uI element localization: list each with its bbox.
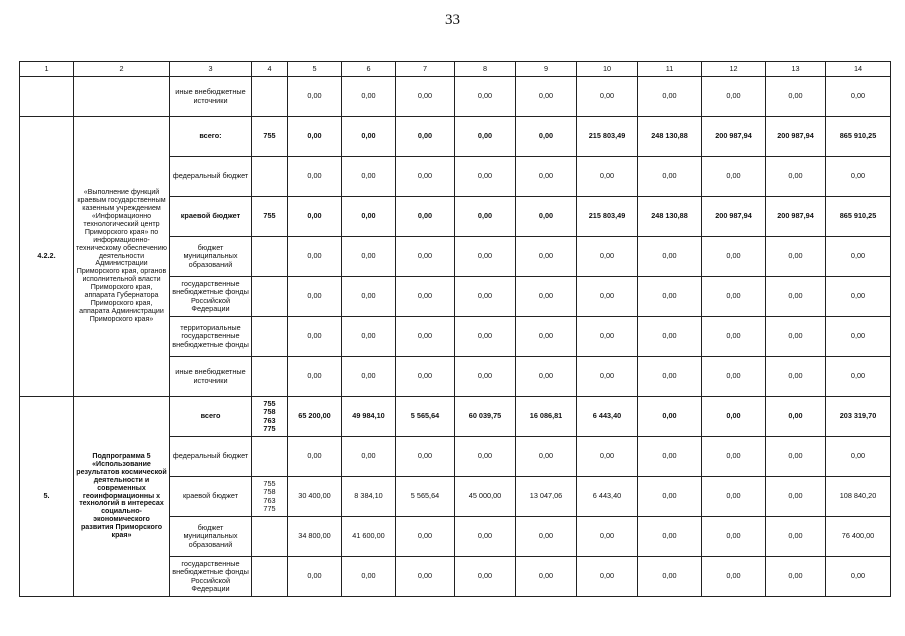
value-cell: 0,00 [516,157,577,197]
code-line: 775 [263,423,276,433]
value-cell: 0,00 [638,397,702,437]
item-name-cell: «Выполнение функций краевым государственным казенным учреждением «Информационно технологический центр Приморского края» по информационно-техническому обеспечению деятельности Администрации Приморского края, органов исполнительной власти Приморского края, аппарата Губернатора Приморского края, аппарата Администрации Приморского края» [74,117,170,397]
value-cell: 0,00 [577,277,638,317]
value-cell: 0,00 [455,437,516,477]
table-body [20,62,891,597]
value-cell: 5 565,64 [396,477,455,517]
funding-source-cell: краевой бюджет [170,197,252,237]
header-cell: 11 [638,62,702,77]
code-cell [252,237,288,277]
value-cell: 0,00 [577,157,638,197]
empty-cell [74,77,170,117]
value-cell: 0,00 [396,77,455,117]
value-cell: 0,00 [638,157,702,197]
value-cell: 0,00 [702,357,766,397]
value-cell: 200 987,94 [766,197,826,237]
value-cell: 203 319,70 [826,397,891,437]
code-cell [252,437,288,477]
value-cell: 0,00 [766,437,826,477]
value-cell: 248 130,88 [638,197,702,237]
value-cell: 0,00 [516,317,577,357]
value-cell: 0,00 [702,477,766,517]
value-cell: 0,00 [702,77,766,117]
value-cell: 0,00 [342,197,396,237]
code-cell: 755 [252,197,288,237]
value-cell: 0,00 [638,557,702,597]
value-cell: 0,00 [342,357,396,397]
value-cell: 0,00 [342,317,396,357]
value-cell: 200 987,94 [766,117,826,157]
value-cell: 65 200,00 [288,397,342,437]
value-cell: 0,00 [766,77,826,117]
code-cell [252,357,288,397]
value-cell: 0,00 [702,277,766,317]
item-name-cell: Подпрограмма 5 «Использование результатов космической деятельности и современных геоинформационны х технологий в интересах социально-экономического развития Приморского края» [74,397,170,597]
code-line: 755 [263,399,276,409]
value-cell: 41 600,00 [342,517,396,557]
page-number: 33 [445,12,460,28]
code-cell [252,477,288,517]
value-cell: 0,00 [702,557,766,597]
header-cell: 9 [516,62,577,77]
value-cell: 0,00 [766,557,826,597]
value-cell: 0,00 [702,157,766,197]
value-cell: 0,00 [288,357,342,397]
header-cell: 5 [288,62,342,77]
code-line: 755 [263,479,276,489]
value-cell: 0,00 [455,277,516,317]
value-cell: 0,00 [702,437,766,477]
value-cell: 13 047,06 [516,477,577,517]
header-cell: 13 [766,62,826,77]
value-cell: 8 384,10 [342,477,396,517]
funding-source-cell: государственные внебюджетные фонды Российской Федерации [170,557,252,597]
value-cell: 0,00 [342,77,396,117]
value-cell: 0,00 [288,277,342,317]
value-cell: 0,00 [288,317,342,357]
value-cell: 248 130,88 [638,117,702,157]
value-cell: 108 840,20 [826,477,891,517]
code-cell [252,77,288,117]
table-row [20,397,891,437]
value-cell: 0,00 [455,77,516,117]
value-cell: 0,00 [766,317,826,357]
value-cell: 0,00 [826,317,891,357]
value-cell: 0,00 [288,237,342,277]
code-cell [252,157,288,197]
empty-cell [20,77,74,117]
value-cell: 0,00 [826,357,891,397]
value-cell: 0,00 [766,397,826,437]
value-cell: 0,00 [766,277,826,317]
value-cell: 0,00 [455,197,516,237]
value-cell: 45 000,00 [455,477,516,517]
value-cell: 0,00 [342,277,396,317]
value-cell: 0,00 [577,77,638,117]
value-cell: 0,00 [638,357,702,397]
header-cell: 14 [826,62,891,77]
value-cell: 0,00 [638,477,702,517]
value-cell: 0,00 [577,317,638,357]
value-cell: 30 400,00 [288,477,342,517]
value-cell: 0,00 [516,437,577,477]
header-cell: 3 [170,62,252,77]
value-cell: 0,00 [396,317,455,357]
value-cell: 0,00 [826,77,891,117]
value-cell: 0,00 [577,517,638,557]
code-cell [252,397,288,437]
value-cell: 0,00 [826,157,891,197]
value-cell: 0,00 [516,197,577,237]
value-cell: 6 443,40 [577,477,638,517]
funding-source-cell: федеральный бюджет [170,437,252,477]
value-cell: 0,00 [638,237,702,277]
value-cell: 0,00 [516,117,577,157]
funding-source-cell: территориальные государственные внебюджетные фонды [170,317,252,357]
value-cell: 0,00 [455,317,516,357]
value-cell: 0,00 [342,557,396,597]
value-cell: 0,00 [396,517,455,557]
value-cell: 200 987,94 [702,117,766,157]
value-cell: 0,00 [516,357,577,397]
code-cell [252,517,288,557]
value-cell: 0,00 [766,237,826,277]
code-line: 758 [263,407,276,417]
value-cell: 0,00 [702,237,766,277]
value-cell: 0,00 [396,437,455,477]
value-cell: 0,00 [638,77,702,117]
value-cell: 0,00 [516,237,577,277]
code-line: 763 [263,495,276,505]
value-cell: 0,00 [455,517,516,557]
header-cell: 1 [20,62,74,77]
value-cell: 865 910,25 [826,197,891,237]
value-cell: 0,00 [516,557,577,597]
header-row [20,62,891,77]
code-cell [252,317,288,357]
value-cell: 0,00 [342,237,396,277]
value-cell: 0,00 [516,77,577,117]
value-cell: 0,00 [826,437,891,477]
value-cell: 215 803,49 [577,117,638,157]
value-cell: 0,00 [342,157,396,197]
code-cell [252,277,288,317]
table-row [20,77,891,117]
value-cell: 0,00 [516,517,577,557]
header-cell: 12 [702,62,766,77]
funding-source-cell: бюджет муниципальных образований [170,517,252,557]
funding-source-cell: всего: [170,117,252,157]
value-cell: 0,00 [638,317,702,357]
value-cell: 0,00 [702,517,766,557]
code-cell [252,557,288,597]
value-cell: 0,00 [577,357,638,397]
value-cell: 215 803,49 [577,197,638,237]
header-cell: 4 [252,62,288,77]
header-cell: 8 [455,62,516,77]
value-cell: 6 443,40 [577,397,638,437]
value-cell: 0,00 [455,557,516,597]
value-cell: 0,00 [826,557,891,597]
value-cell: 0,00 [396,357,455,397]
code-line: 763 [263,415,276,425]
value-cell: 0,00 [396,237,455,277]
value-cell: 0,00 [396,117,455,157]
value-cell: 0,00 [455,357,516,397]
value-cell: 200 987,94 [702,197,766,237]
value-cell: 0,00 [396,197,455,237]
value-cell: 0,00 [638,277,702,317]
funding-source-cell: краевой бюджет [170,477,252,517]
funding-source-cell: всего [170,397,252,437]
value-cell: 0,00 [577,237,638,277]
value-cell: 0,00 [766,517,826,557]
item-number-cell: 4.2.2. [20,117,74,397]
value-cell: 5 565,64 [396,397,455,437]
table-row [20,117,891,157]
value-cell: 0,00 [288,437,342,477]
funding-source-cell: государственные внебюджетные фонды Российской Федерации [170,277,252,317]
funding-source-cell: федеральный бюджет [170,157,252,197]
value-cell: 0,00 [638,517,702,557]
value-cell: 0,00 [455,117,516,157]
item-number-cell: 5. [20,397,74,597]
value-cell: 34 800,00 [288,517,342,557]
value-cell: 0,00 [288,557,342,597]
value-cell: 0,00 [396,557,455,597]
code-line: 758 [263,487,276,497]
header-cell: 6 [342,62,396,77]
value-cell: 0,00 [342,437,396,477]
value-cell: 0,00 [766,157,826,197]
value-cell: 0,00 [826,237,891,277]
funding-source-cell: иные внебюджетные источники [170,77,252,117]
code-cell: 755 [252,117,288,157]
value-cell: 60 039,75 [455,397,516,437]
header-cell: 10 [577,62,638,77]
value-cell: 0,00 [516,277,577,317]
value-cell: 0,00 [288,77,342,117]
value-cell: 0,00 [288,197,342,237]
code-line: 775 [263,503,276,513]
budget-table [19,61,891,597]
value-cell: 0,00 [702,317,766,357]
value-cell: 76 400,00 [826,517,891,557]
value-cell: 0,00 [638,437,702,477]
value-cell: 0,00 [826,277,891,317]
value-cell: 49 984,10 [342,397,396,437]
value-cell: 0,00 [288,157,342,197]
value-cell: 0,00 [288,117,342,157]
value-cell: 0,00 [766,357,826,397]
value-cell: 0,00 [396,157,455,197]
value-cell: 0,00 [396,277,455,317]
value-cell: 0,00 [455,237,516,277]
header-cell: 2 [74,62,170,77]
value-cell: 865 910,25 [826,117,891,157]
value-cell: 0,00 [455,157,516,197]
funding-source-cell: иные внебюджетные источники [170,357,252,397]
funding-source-cell: бюджет муниципальных образований [170,237,252,277]
value-cell: 0,00 [766,477,826,517]
value-cell: 0,00 [577,557,638,597]
value-cell: 16 086,81 [516,397,577,437]
header-cell: 7 [396,62,455,77]
value-cell: 0,00 [577,437,638,477]
value-cell: 0,00 [342,117,396,157]
value-cell: 0,00 [702,397,766,437]
